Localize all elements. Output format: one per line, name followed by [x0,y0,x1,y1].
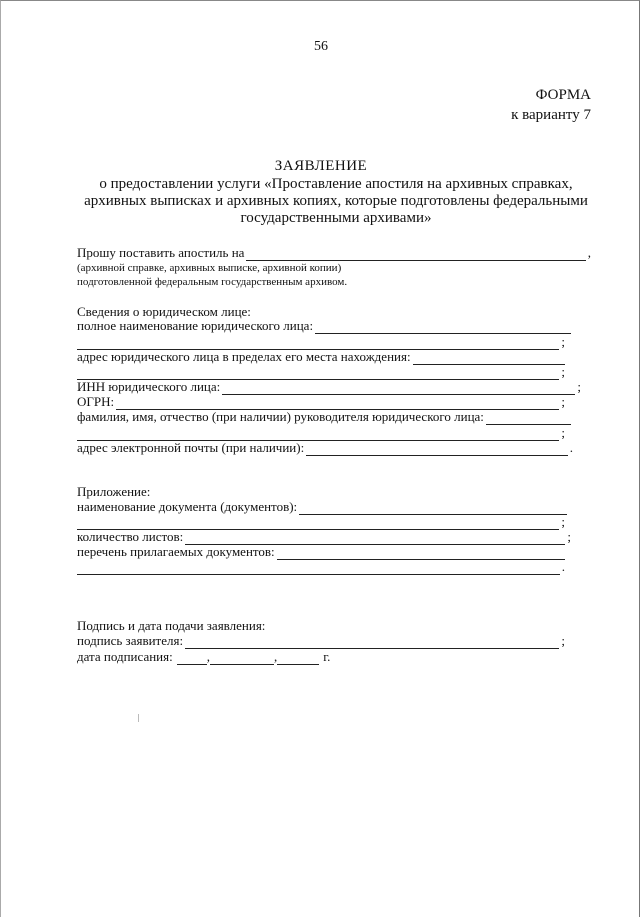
entity-heading: Сведения о юридическом лице: [77,304,251,319]
inn-end: ; [577,379,581,394]
sign-end: ; [561,633,565,648]
email-field[interactable] [306,443,568,456]
signature-heading: Подпись и дата подачи заявления: [77,618,266,633]
date-month-field[interactable] [210,652,274,665]
attachment-heading: Приложение: [77,484,151,499]
email-label: адрес электронной почты (при наличии): [77,440,305,455]
ogrn-end: ; [561,394,565,409]
sign-label: подпись заявителя: [77,633,184,648]
inn-row [77,379,581,395]
document-subtitle: о предоставлении услуги «Проставление апостиля на архивных справках, архивных выписках и архивных копиях, которые подготовлены федеральными государственными архивами» [84,176,588,226]
request-field[interactable] [246,248,585,261]
sheets-row [77,529,571,545]
sign-row [77,633,565,649]
form-variant: к варианту 7 [511,107,591,123]
date-label: дата подписания: [77,649,173,664]
ogrn-row [77,394,565,410]
ogrn-label: ОГРН: [77,394,115,409]
address-row-2 [77,364,565,380]
form-label: ФОРМА [535,87,591,103]
request-row [77,245,591,261]
date-row [77,649,330,665]
doc-name-end: ; [561,514,565,529]
full-name-row [77,318,571,334]
address-label: адрес юридического лица в пределах его места нахождения: [77,349,411,364]
page-number: 56 [314,39,328,54]
request-hint: (архивной справке, архивных выписке, архивной копии) [77,262,342,274]
full-name-end: ; [561,334,565,349]
list-field-2[interactable] [77,562,560,575]
head-row-2 [77,425,565,441]
full-name-label: полное наименование юридического лица: [77,318,314,333]
email-end: . [569,440,573,455]
list-end: . [561,559,565,574]
request-continuation: подготовленной федеральным государственным архивом. [77,276,348,288]
request-end: , [587,245,591,260]
sign-field[interactable] [185,636,559,649]
head-label: фамилия, имя, отчество (при наличии) руководителя юридического лица: [77,409,484,424]
sheets-end: ; [567,529,571,544]
date-year-suffix: г. [323,649,331,664]
full-name-field[interactable] [315,321,571,334]
head-field[interactable] [486,412,571,425]
scan-speck [138,714,139,722]
doc-name-label: наименование документа (документов): [77,499,298,514]
email-row [77,440,573,456]
document-title: ЗАЯВЛЕНИЕ [274,158,368,174]
address-row [77,349,565,365]
doc-name-row-2 [77,514,565,530]
list-label: перечень прилагаемых документов: [77,544,275,559]
date-sep-1: , [206,649,210,664]
date-sep-2: , [273,649,278,664]
sheets-label: количество листов: [77,529,184,544]
head-row [77,409,571,425]
date-day-field[interactable] [177,652,207,665]
inn-label: ИНН юридического лица: [77,379,221,394]
list-row [77,544,565,560]
date-year-field[interactable] [277,652,319,665]
list-row-2 [77,559,565,575]
request-label: Прошу поставить апостиль на [77,245,245,260]
doc-name-row [77,499,567,515]
head-end: ; [561,425,565,440]
address-end: ; [561,364,565,379]
full-name-row-2 [77,334,565,350]
